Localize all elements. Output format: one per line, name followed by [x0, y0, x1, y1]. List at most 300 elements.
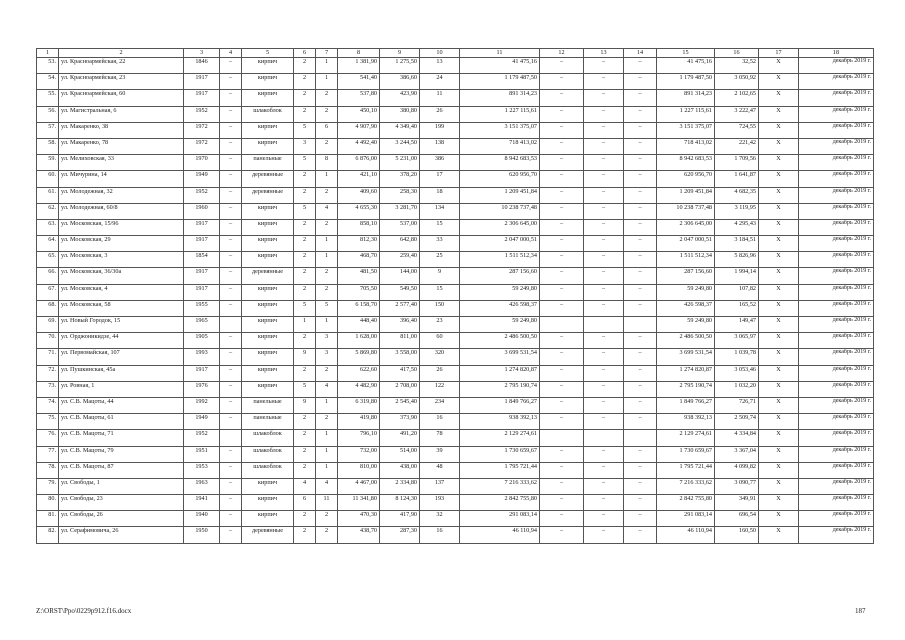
table-row: [37, 219, 874, 235]
unit-cost-cell: 165,52: [715, 300, 759, 316]
address-cell: ул. Красноармейская, 60: [59, 90, 184, 106]
year-built-cell: 1970: [184, 155, 220, 171]
method-mark-cell: Х: [759, 397, 799, 413]
residents-cell: 25: [420, 252, 460, 268]
completion-date-cell: декабрь 2019 г.: [799, 90, 874, 106]
method-mark-cell: Х: [759, 138, 799, 154]
wear-cell-cell: –: [220, 495, 242, 511]
cost-federal-cell: –: [540, 90, 584, 106]
residents-cell: 150: [420, 300, 460, 316]
wear-cell-cell: –: [220, 381, 242, 397]
cost-total-cell: 891 314,23: [460, 90, 540, 106]
table-row: [37, 138, 874, 154]
cost-regional-cell: –: [584, 527, 624, 543]
cost-local-cell: –: [624, 122, 657, 138]
residents-cell: 17: [420, 171, 460, 187]
entrances-cell: 6: [316, 122, 338, 138]
column-number: 18: [799, 49, 874, 58]
cost-regional-cell: –: [584, 446, 624, 462]
living-area-cell: 378,20: [380, 171, 420, 187]
table-row: [37, 414, 874, 430]
table-row: [37, 171, 874, 187]
unit-cost-cell: 3 222,47: [715, 106, 759, 122]
unit-cost-cell: 1 039,78: [715, 349, 759, 365]
column-number: 11: [460, 49, 540, 58]
cost-federal-cell: –: [540, 74, 584, 90]
floors-cell: 2: [294, 527, 316, 543]
cost-owners-cell: 59 249,80: [657, 284, 715, 300]
cost-regional-cell: –: [584, 58, 624, 74]
table-row: [37, 74, 874, 90]
row-index-cell: 53.: [37, 58, 59, 74]
row-index-cell: 75.: [37, 414, 59, 430]
total-area-cell: 812,30: [338, 236, 380, 252]
wall-material-cell: кирпич: [242, 381, 294, 397]
completion-date-cell: декабрь 2019 г.: [799, 203, 874, 219]
table-row: [37, 90, 874, 106]
cost-local-cell: –: [624, 397, 657, 413]
wall-material-cell: кирпич: [242, 317, 294, 333]
wall-material-cell: деревянные: [242, 268, 294, 284]
floors-cell: 5: [294, 203, 316, 219]
wall-material-cell: деревянные: [242, 527, 294, 543]
total-area-cell: 6 158,70: [338, 300, 380, 316]
residents-cell: 134: [420, 203, 460, 219]
registry-table: [36, 48, 874, 544]
wall-material-cell: кирпич: [242, 511, 294, 527]
unit-cost-cell: 696,54: [715, 511, 759, 527]
unit-cost-cell: 4 334,84: [715, 430, 759, 446]
wear-cell-cell: –: [220, 203, 242, 219]
entrances-cell: 2: [316, 138, 338, 154]
residents-cell: 16: [420, 414, 460, 430]
address-cell: ул. Свободы, 26: [59, 511, 184, 527]
cost-owners-cell: 1 274 820,87: [657, 365, 715, 381]
total-area-cell: 705,50: [338, 284, 380, 300]
total-area-cell: 11 341,80: [338, 495, 380, 511]
total-area-cell: 409,60: [338, 187, 380, 203]
entrances-cell: 2: [316, 284, 338, 300]
wear-cell-cell: –: [220, 236, 242, 252]
method-mark-cell: Х: [759, 252, 799, 268]
entrances-cell: 1: [316, 236, 338, 252]
living-area-cell: 144,00: [380, 268, 420, 284]
table-row: [37, 122, 874, 138]
cost-total-cell: 1 849 766,27: [460, 397, 540, 413]
living-area-cell: 386,60: [380, 74, 420, 90]
cost-local-cell: –: [624, 284, 657, 300]
cost-total-cell: 41 475,16: [460, 58, 540, 74]
address-cell: ул. Серафимовича, 26: [59, 527, 184, 543]
cost-federal-cell: –: [540, 138, 584, 154]
total-area-cell: 421,10: [338, 171, 380, 187]
living-area-cell: 642,80: [380, 236, 420, 252]
completion-date-cell: декабрь 2019 г.: [799, 414, 874, 430]
method-mark-cell: Х: [759, 122, 799, 138]
cost-federal-cell: –: [540, 397, 584, 413]
entrances-cell: 4: [316, 203, 338, 219]
cost-owners-cell: 8 942 683,53: [657, 155, 715, 171]
completion-date-cell: декабрь 2019 г.: [799, 219, 874, 235]
cost-federal-cell: –: [540, 511, 584, 527]
address-cell: ул. С.В. Мацоты, 79: [59, 446, 184, 462]
cost-local-cell: –: [624, 268, 657, 284]
row-index-cell: 71.: [37, 349, 59, 365]
cost-owners-cell: 2 129 274,61: [657, 430, 715, 446]
year-built-cell: 1941: [184, 495, 220, 511]
table-row: [37, 155, 874, 171]
cost-regional-cell: –: [584, 252, 624, 268]
residents-cell: 33: [420, 236, 460, 252]
cost-total-cell: 2 486 500,50: [460, 333, 540, 349]
row-index-cell: 80.: [37, 495, 59, 511]
row-index-cell: 67.: [37, 284, 59, 300]
row-index-cell: 69.: [37, 317, 59, 333]
row-index-cell: 58.: [37, 138, 59, 154]
address-cell: ул. Молодежная, 60/8: [59, 203, 184, 219]
total-area-cell: 4 907,90: [338, 122, 380, 138]
residents-cell: 137: [420, 478, 460, 494]
cost-federal-cell: –: [540, 106, 584, 122]
floors-cell: 2: [294, 333, 316, 349]
floors-cell: 6: [294, 495, 316, 511]
wear-cell-cell: –: [220, 414, 242, 430]
address-cell: ул. Московская, 15/96: [59, 219, 184, 235]
floors-cell: 1: [294, 317, 316, 333]
wall-material-cell: кирпич: [242, 252, 294, 268]
column-number: 5: [242, 49, 294, 58]
entrances-cell: 1: [316, 430, 338, 446]
year-built-cell: 1949: [184, 171, 220, 187]
cost-local-cell: [624, 430, 657, 446]
unit-cost-cell: 32,52: [715, 58, 759, 74]
total-area-cell: 448,40: [338, 317, 380, 333]
cost-federal-cell: –: [540, 122, 584, 138]
completion-date-cell: декабрь 2019 г.: [799, 462, 874, 478]
table-row: [37, 430, 874, 446]
method-mark-cell: Х: [759, 462, 799, 478]
row-index-cell: 73.: [37, 381, 59, 397]
unit-cost-cell: 1 709,56: [715, 155, 759, 171]
entrances-cell: 2: [316, 414, 338, 430]
total-area-cell: 541,40: [338, 74, 380, 90]
method-mark-cell: Х: [759, 187, 799, 203]
year-built-cell: 1917: [184, 236, 220, 252]
cost-local-cell: –: [624, 365, 657, 381]
method-mark-cell: Х: [759, 203, 799, 219]
cost-local-cell: –: [624, 349, 657, 365]
total-area-cell: 419,80: [338, 414, 380, 430]
floors-cell: 2: [294, 268, 316, 284]
unit-cost-cell: 4 099,82: [715, 462, 759, 478]
floors-cell: 2: [294, 90, 316, 106]
floors-cell: 2: [294, 187, 316, 203]
cost-total-cell: 1 179 487,50: [460, 74, 540, 90]
unit-cost-cell: 3 053,46: [715, 365, 759, 381]
row-index-cell: 54.: [37, 74, 59, 90]
cost-owners-cell: 2 795 190,74: [657, 381, 715, 397]
registry-table-container: [36, 48, 873, 544]
wall-material-cell: шлакоблок: [242, 462, 294, 478]
cost-total-cell: 938 392,13: [460, 414, 540, 430]
wear-cell-cell: –: [220, 187, 242, 203]
method-mark-cell: Х: [759, 446, 799, 462]
column-number: 15: [657, 49, 715, 58]
cost-regional-cell: –: [584, 187, 624, 203]
file-path: Z:\ORST\Ppo\0229p912.f16.docx: [36, 607, 132, 615]
cost-regional-cell: –: [584, 155, 624, 171]
cost-total-cell: 8 942 683,53: [460, 155, 540, 171]
wear-cell-cell: –: [220, 349, 242, 365]
cost-regional-cell: –: [584, 74, 624, 90]
entrances-cell: 8: [316, 155, 338, 171]
wear-cell-cell: –: [220, 219, 242, 235]
wall-material-cell: деревянные: [242, 171, 294, 187]
completion-date-cell: декабрь 2019 г.: [799, 58, 874, 74]
cost-regional-cell: –: [584, 203, 624, 219]
cost-owners-cell: 41 475,16: [657, 58, 715, 74]
year-built-cell: 1917: [184, 365, 220, 381]
row-index-cell: 79.: [37, 478, 59, 494]
unit-cost-cell: 160,50: [715, 527, 759, 543]
cost-owners-cell: 3 699 531,54: [657, 349, 715, 365]
floors-cell: 2: [294, 365, 316, 381]
wall-material-cell: кирпич: [242, 300, 294, 316]
total-area-cell: 450,10: [338, 106, 380, 122]
unit-cost-cell: 221,42: [715, 138, 759, 154]
total-area-cell: 810,00: [338, 462, 380, 478]
address-cell: ул. Свободы, 1: [59, 478, 184, 494]
address-cell: ул. Московская, 4: [59, 284, 184, 300]
unit-cost-cell: 2 509,74: [715, 414, 759, 430]
row-index-cell: 55.: [37, 90, 59, 106]
unit-cost-cell: 3 184,51: [715, 236, 759, 252]
method-mark-cell: Х: [759, 333, 799, 349]
table-row: [37, 203, 874, 219]
unit-cost-cell: 3 090,77: [715, 478, 759, 494]
floors-cell: 2: [294, 58, 316, 74]
unit-cost-cell: 5 826,96: [715, 252, 759, 268]
unit-cost-cell: 4 295,43: [715, 219, 759, 235]
address-cell: ул. Макаренко, 38: [59, 122, 184, 138]
wear-cell-cell: –: [220, 122, 242, 138]
entrances-cell: 2: [316, 511, 338, 527]
residents-cell: 48: [420, 462, 460, 478]
residents-cell: 39: [420, 446, 460, 462]
address-cell: ул. Магистральная, 6: [59, 106, 184, 122]
residents-cell: 26: [420, 365, 460, 381]
residents-cell: 386: [420, 155, 460, 171]
year-built-cell: 1917: [184, 74, 220, 90]
cost-total-cell: 718 413,02: [460, 138, 540, 154]
floors-cell: 4: [294, 478, 316, 494]
wear-cell-cell: [220, 430, 242, 446]
table-row: [37, 349, 874, 365]
cost-local-cell: –: [624, 527, 657, 543]
cost-federal-cell: –: [540, 58, 584, 74]
living-area-cell: 549,50: [380, 284, 420, 300]
cost-owners-cell: 3 151 375,07: [657, 122, 715, 138]
cost-local-cell: –: [624, 155, 657, 171]
cost-local-cell: –: [624, 300, 657, 316]
method-mark-cell: Х: [759, 478, 799, 494]
living-area-cell: 396,40: [380, 317, 420, 333]
wall-material-cell: шлакоблок: [242, 446, 294, 462]
unit-cost-cell: 107,82: [715, 284, 759, 300]
column-number: 9: [380, 49, 420, 58]
cost-regional-cell: –: [584, 414, 624, 430]
address-cell: ул. Орджоникидзе, 44: [59, 333, 184, 349]
entrances-cell: 1: [316, 397, 338, 413]
year-built-cell: 1976: [184, 381, 220, 397]
cost-owners-cell: 1 179 487,50: [657, 74, 715, 90]
completion-date-cell: декабрь 2019 г.: [799, 284, 874, 300]
entrances-cell: 4: [316, 478, 338, 494]
year-built-cell: 1963: [184, 478, 220, 494]
cost-total-cell: 1 274 820,87: [460, 365, 540, 381]
residents-cell: 234: [420, 397, 460, 413]
cost-total-cell: 291 083,14: [460, 511, 540, 527]
entrances-cell: 11: [316, 495, 338, 511]
cost-federal-cell: –: [540, 155, 584, 171]
living-area-cell: 5 231,00: [380, 155, 420, 171]
column-number: 1: [37, 49, 59, 58]
cost-regional-cell: –: [584, 462, 624, 478]
wall-material-cell: кирпич: [242, 478, 294, 494]
row-index-cell: 81.: [37, 511, 59, 527]
year-built-cell: 1917: [184, 284, 220, 300]
cost-total-cell: 1 209 451,84: [460, 187, 540, 203]
wall-material-cell: кирпич: [242, 74, 294, 90]
cost-regional-cell: –: [584, 381, 624, 397]
method-mark-cell: Х: [759, 268, 799, 284]
floors-cell: 2: [294, 106, 316, 122]
cost-regional-cell: –: [584, 122, 624, 138]
table-row: [37, 284, 874, 300]
floors-cell: 2: [294, 219, 316, 235]
residents-cell: 13: [420, 58, 460, 74]
total-area-cell: 732,00: [338, 446, 380, 462]
cost-regional-cell: –: [584, 397, 624, 413]
cost-local-cell: –: [624, 381, 657, 397]
year-built-cell: 1951: [184, 446, 220, 462]
cost-owners-cell: 938 392,13: [657, 414, 715, 430]
cost-regional-cell: –: [584, 284, 624, 300]
cost-local-cell: –: [624, 106, 657, 122]
cost-regional-cell: –: [584, 478, 624, 494]
completion-date-cell: декабрь 2019 г.: [799, 74, 874, 90]
year-built-cell: 1846: [184, 58, 220, 74]
method-mark-cell: Х: [759, 430, 799, 446]
method-mark-cell: Х: [759, 511, 799, 527]
entrances-cell: 1: [316, 446, 338, 462]
cost-total-cell: 1 730 659,67: [460, 446, 540, 462]
residents-cell: 199: [420, 122, 460, 138]
row-index-cell: 78.: [37, 462, 59, 478]
page-number: 187: [855, 607, 866, 615]
cost-local-cell: –: [624, 462, 657, 478]
cost-owners-cell: 1 795 721,44: [657, 462, 715, 478]
cost-regional-cell: [584, 430, 624, 446]
wall-material-cell: панельные: [242, 155, 294, 171]
table-row: [37, 397, 874, 413]
cost-owners-cell: 891 314,23: [657, 90, 715, 106]
unit-cost-cell: 1 641,87: [715, 171, 759, 187]
cost-regional-cell: –: [584, 333, 624, 349]
floors-cell: 2: [294, 430, 316, 446]
floors-cell: 5: [294, 155, 316, 171]
address-cell: ул. С.В. Мацоты, 71: [59, 430, 184, 446]
year-built-cell: 1917: [184, 90, 220, 106]
cost-local-cell: –: [624, 236, 657, 252]
wear-cell-cell: –: [220, 365, 242, 381]
cost-federal-cell: –: [540, 333, 584, 349]
method-mark-cell: Х: [759, 106, 799, 122]
entrances-cell: 2: [316, 187, 338, 203]
row-index-cell: 62.: [37, 203, 59, 219]
wall-material-cell: деревянные: [242, 187, 294, 203]
living-area-cell: 3 558,00: [380, 349, 420, 365]
floors-cell: 2: [294, 284, 316, 300]
method-mark-cell: Х: [759, 300, 799, 316]
unit-cost-cell: 3 119,95: [715, 203, 759, 219]
living-area-cell: 3 244,50: [380, 138, 420, 154]
year-built-cell: 1952: [184, 187, 220, 203]
address-cell: ул. Красноармейская, 22: [59, 58, 184, 74]
living-area-cell: 4 349,40: [380, 122, 420, 138]
residents-cell: 15: [420, 219, 460, 235]
completion-date-cell: декабрь 2019 г.: [799, 478, 874, 494]
wall-material-cell: кирпич: [242, 138, 294, 154]
table-row: [37, 446, 874, 462]
total-area-cell: 4 482,90: [338, 381, 380, 397]
address-cell: ул. С.В. Мацоты, 61: [59, 414, 184, 430]
completion-date-cell: декабрь 2019 г.: [799, 155, 874, 171]
completion-date-cell: декабрь 2019 г.: [799, 349, 874, 365]
method-mark-cell: Х: [759, 495, 799, 511]
living-area-cell: 3 281,70: [380, 203, 420, 219]
floors-cell: 9: [294, 349, 316, 365]
address-cell: ул. Мичурина, 14: [59, 171, 184, 187]
completion-date-cell: декабрь 2019 г.: [799, 381, 874, 397]
column-number: 17: [759, 49, 799, 58]
cost-local-cell: –: [624, 187, 657, 203]
cost-regional-cell: –: [584, 268, 624, 284]
living-area-cell: 8 124,30: [380, 495, 420, 511]
method-mark-cell: Х: [759, 171, 799, 187]
cost-owners-cell: 1 209 451,84: [657, 187, 715, 203]
wear-cell-cell: –: [220, 511, 242, 527]
wear-cell-cell: [220, 317, 242, 333]
entrances-cell: 1: [316, 252, 338, 268]
entrances-cell: 3: [316, 349, 338, 365]
address-cell: ул. Пушкинская, 45а: [59, 365, 184, 381]
year-built-cell: 1952: [184, 430, 220, 446]
cost-regional-cell: –: [584, 495, 624, 511]
table-row: [37, 478, 874, 494]
cost-local-cell: –: [624, 333, 657, 349]
completion-date-cell: декабрь 2019 г.: [799, 106, 874, 122]
year-built-cell: 1854: [184, 252, 220, 268]
completion-date-cell: декабрь 2019 г.: [799, 365, 874, 381]
cost-federal-cell: –: [540, 236, 584, 252]
living-area-cell: 2 577,40: [380, 300, 420, 316]
cost-total-cell: 7 216 333,62: [460, 478, 540, 494]
cost-regional-cell: –: [584, 138, 624, 154]
unit-cost-cell: 1 032,20: [715, 381, 759, 397]
total-area-cell: 4 492,40: [338, 138, 380, 154]
cost-federal-cell: –: [540, 446, 584, 462]
